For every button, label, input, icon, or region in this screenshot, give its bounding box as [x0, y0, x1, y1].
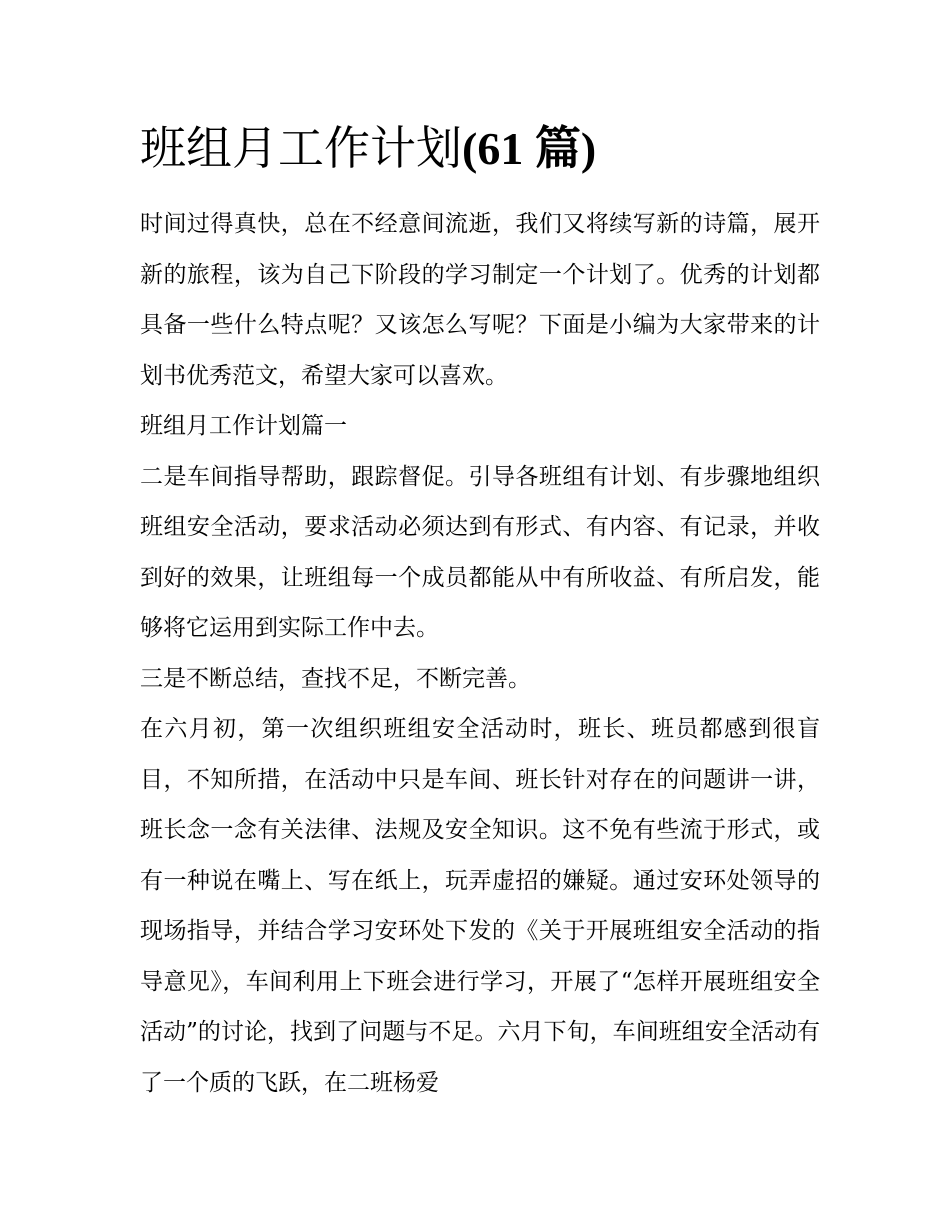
title-count: (61 篇): [462, 123, 597, 174]
body-paragraph: 二是车间指导帮助，跟踪督促。引导各班组有计划、有步骤地组织班组安全活动，要求活动必须达到有形式、有内容、有记录，并收到好的效果，让班组每一个成员都能从中有所收益、有所启发，能够将它运用到实际工作中去。: [140, 463, 820, 641]
intro-paragraph: 时间过得真快，总在不经意间流逝，我们又将续写新的诗篇，展开新的旅程，该为自己下阶段的学习制定一个计划了。优秀的计划都具备一些什么特点呢？又该怎么写呢？下面是小编为大家带来的计划书优秀范文，希望大家可以喜欢。: [140, 211, 820, 389]
body-paragraph: 在六月初，第一次组织班组安全活动时，班长、班员都感到很盲目，不知所措，在活动中只是车间、班长针对存在的问题讲一讲，班长念一念有关法律、法规及安全知识。这不免有些流于形式，或有一种说在嘴上、写在纸上，玩弄虚招的嫌疑。通过安环处领导的现场指导，并结合学习安环处下发的《关于开展班组安全活动的指导意见》，车间利用上下班会进行学习，开展了“怎样开展班组安全活动”的讨论，找到了问题与不足。六月下旬，车间班组安全活动有了一个质的飞跃，在二班杨爱: [140, 716, 820, 1096]
document-page: [140, 110, 820, 1108]
title-text: 班组月工作计划: [140, 121, 462, 175]
section-heading: 班组月工作计划篇一: [140, 413, 347, 439]
body-paragraph: 三是不断总结，查找不足，不断完善。: [140, 665, 531, 692]
page-title: [140, 110, 820, 187]
